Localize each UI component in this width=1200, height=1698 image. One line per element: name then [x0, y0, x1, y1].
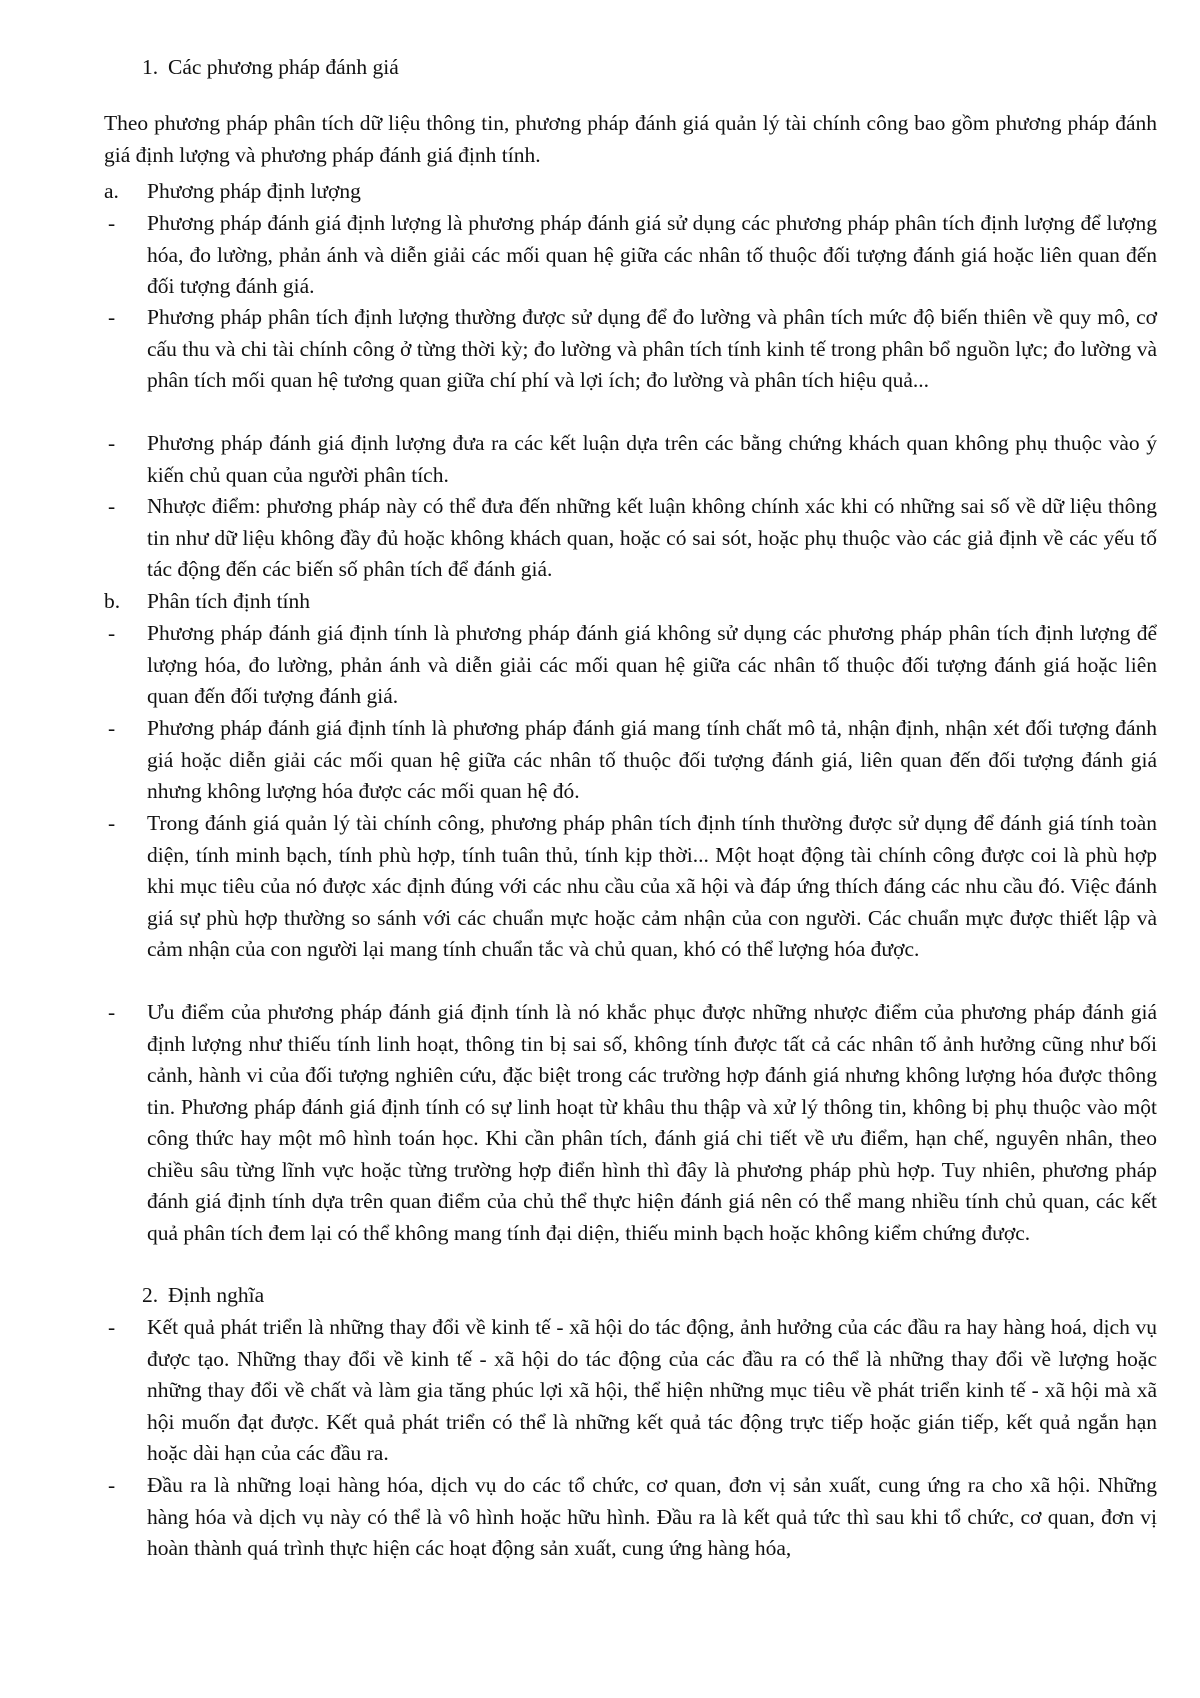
section-number: 1. [142, 55, 159, 79]
subheading-a [104, 176, 361, 208]
bullet-text: Đầu ra là những loại hàng hóa, dịch vụ do các tổ chức, cơ quan, đơn vị sản xuất, cung ứng ra cho xã hội. Những hàng hóa và dịch vụ này có thể là vô hình hoặc hữu hình. Đầu ra là kết quả tức thì sau khi tổ chức, cơ quan, đơn vị hoàn thành quá trình thực hiện các hoạt động sản xuất, cung ứng hàng hóa, [147, 1473, 1157, 1560]
bullet-text: Phương pháp phân tích định lượng thường được sử dụng để đo lường và phân tích mức độ biến thiên về quy mô, cơ cấu thu và chi tài chính công ở từng thời kỳ; đo lường và phân tích tính kinh tế trong phân bổ nguồn lực; đo lường và phân tích mối quan hệ tương quan giữa chí phí và lợi ích; đo lường và phân tích hiệu quả... [147, 305, 1157, 392]
bullet-text: Ưu điểm của phương pháp đánh giá định tính là nó khắc phục được những nhược điểm của phương pháp đánh giá định lượng như thiếu tính linh hoạt, thông tin bị sai số, không tính được tất cả các nhân tố ảnh hưởng cũng như bối cảnh, hành vi của đối tượng nghiên cứu, đặc biệt trong các trường hợp đánh giá nhưng không lượng hóa được thông tin. Phương pháp đánh giá định tính có sự linh hoạt từ khâu thu thập và xử lý thông tin, không bị phụ thuộc vào một công thức hay một mô hình toán học. Khi cần phân tích, đánh giá chi tiết về ưu điểm, hạn chế, nguyên nhân, theo chiều sâu từng lĩnh vực hoặc từng trường hợp điển hình thì đây là phương pháp phù hợp. Tuy nhiên, phương pháp đánh giá định tính dựa trên quan điểm của chủ thể thực hiện đánh giá nên có thể mang nhiều tính chủ quan, các kết quả phân tích đem lại có thể không mang tính đại diện, thiếu minh bạch hoặc không kiểm chứng được. [147, 1000, 1157, 1245]
bullet-text: Kết quả phát triển là những thay đổi về kinh tế - xã hội do tác động, ảnh hưởng của các đầu ra hay hàng hoá, dịch vụ được tạo. Những thay đổi về kinh tế - xã hội do tác động của các đầu ra có thể là những thay đổi về lượng hoặc những thay đổi về chất và làm gia tăng phúc lợi xã hội, thể hiện những mục tiêu về phát triển kinh tế - xã hội mà xã hội muốn đạt được. Kết quả phát triển có thể là những kết quả tác động trực tiếp hoặc gián tiếp, kết quả ngắn hạn hoặc dài hạn của các đầu ra. [147, 1315, 1157, 1465]
bullet-text: Nhược điểm: phương pháp này có thể đưa đến những kết luận không chính xác khi có những sai số về dữ liệu thông tin như dữ liệu không đầy đủ hoặc không khách quan, hoặc có sai sót, hoặc phụ thuộc vào các giả định về các yếu tố tác động đến các biến số phân tích để đánh giá. [147, 494, 1157, 581]
bullet-text: Phương pháp đánh giá định tính là phương pháp đánh giá không sử dụng các phương pháp phân tích định lượng để lượng hóa, đo lường, phản ánh và diễn giải các mối quan hệ giữa các nhân tố thuộc đối tượng đánh giá hoặc liên quan đến đối tượng đánh giá. [147, 621, 1157, 708]
bullet-dash: - [108, 811, 116, 835]
section-heading-1 [142, 52, 399, 84]
list-item [104, 1312, 1157, 1470]
subheading-title: Phân tích định tính [147, 589, 311, 613]
bullet-dash: - [108, 494, 116, 518]
subheading-b [104, 586, 310, 618]
list-item [104, 428, 1157, 491]
section-number: 2. [142, 1283, 159, 1307]
bullet-dash: - [108, 1473, 116, 1497]
section-heading-2 [142, 1280, 264, 1312]
section-title: Các phương pháp đánh giá [168, 55, 399, 79]
subheading-letter: b. [104, 589, 121, 613]
subheading-title: Phương pháp định lượng [147, 179, 361, 203]
bullet-text: Phương pháp đánh giá định lượng là phương pháp đánh giá sử dụng các phương pháp phân tích định lượng để lượng hóa, đo lường, phản ánh và diễn giải các mối quan hệ giữa các nhân tố thuộc đối tượng đánh giá hoặc liên quan đến đối tượng đánh giá. [147, 211, 1157, 298]
bullet-text: Trong đánh giá quản lý tài chính công, phương pháp phân tích định tính thường được sử dụng để đánh giá tính toàn diện, tính minh bạch, tính phù hợp, tính tuân thủ, tính kịp thời... Một hoạt động tài chính công được coi là phù hợp khi mục tiêu của nó được xác định đúng với các nhu cầu của xã hội và đáp ứng thích đáng các nhu cầu đó. Việc đánh giá sự phù hợp thường so sánh với các chuẩn mực hoặc cảm nhận của con người. Các chuẩn mực được thiết lập và cảm nhận của con người lại mang tính chuẩn tắc và chủ quan, khó có thể lượng hóa được. [147, 811, 1157, 961]
bullet-text: Phương pháp đánh giá định tính là phương pháp đánh giá mang tính chất mô tả, nhận định, nhận xét đối tượng đánh giá hoặc diễn giải các mối quan hệ giữa các nhân tố thuộc đối tượng đánh giá, liên quan đến đối tượng đánh giá nhưng không lượng hóa được các mối quan hệ đó. [147, 716, 1157, 803]
subheading-letter: a. [104, 179, 119, 203]
bullet-dash: - [108, 1000, 116, 1024]
list-item [104, 808, 1157, 966]
intro-paragraph: Theo phương pháp phân tích dữ liệu thông tin, phương pháp đánh giá quản lý tài chính công bao gồm phương pháp đánh giá định lượng và phương pháp đánh giá định tính. [104, 111, 1157, 167]
bullet-dash: - [108, 1315, 116, 1339]
list-item [104, 997, 1157, 1249]
bullet-text: Phương pháp đánh giá định lượng đưa ra các kết luận dựa trên các bằng chứng khách quan không phụ thuộc vào ý kiến chủ quan của người phân tích. [147, 431, 1157, 487]
list-item [104, 208, 1157, 303]
section-title: Định nghĩa [168, 1283, 265, 1307]
bullet-dash: - [108, 621, 116, 645]
list-item [104, 1470, 1157, 1565]
list-item [104, 713, 1157, 808]
list-item [104, 491, 1157, 586]
bullet-dash: - [108, 305, 116, 329]
list-item [104, 618, 1157, 713]
bullet-dash: - [108, 211, 116, 235]
bullet-dash: - [108, 716, 116, 740]
list-item [104, 302, 1157, 397]
bullet-dash: - [108, 431, 116, 455]
